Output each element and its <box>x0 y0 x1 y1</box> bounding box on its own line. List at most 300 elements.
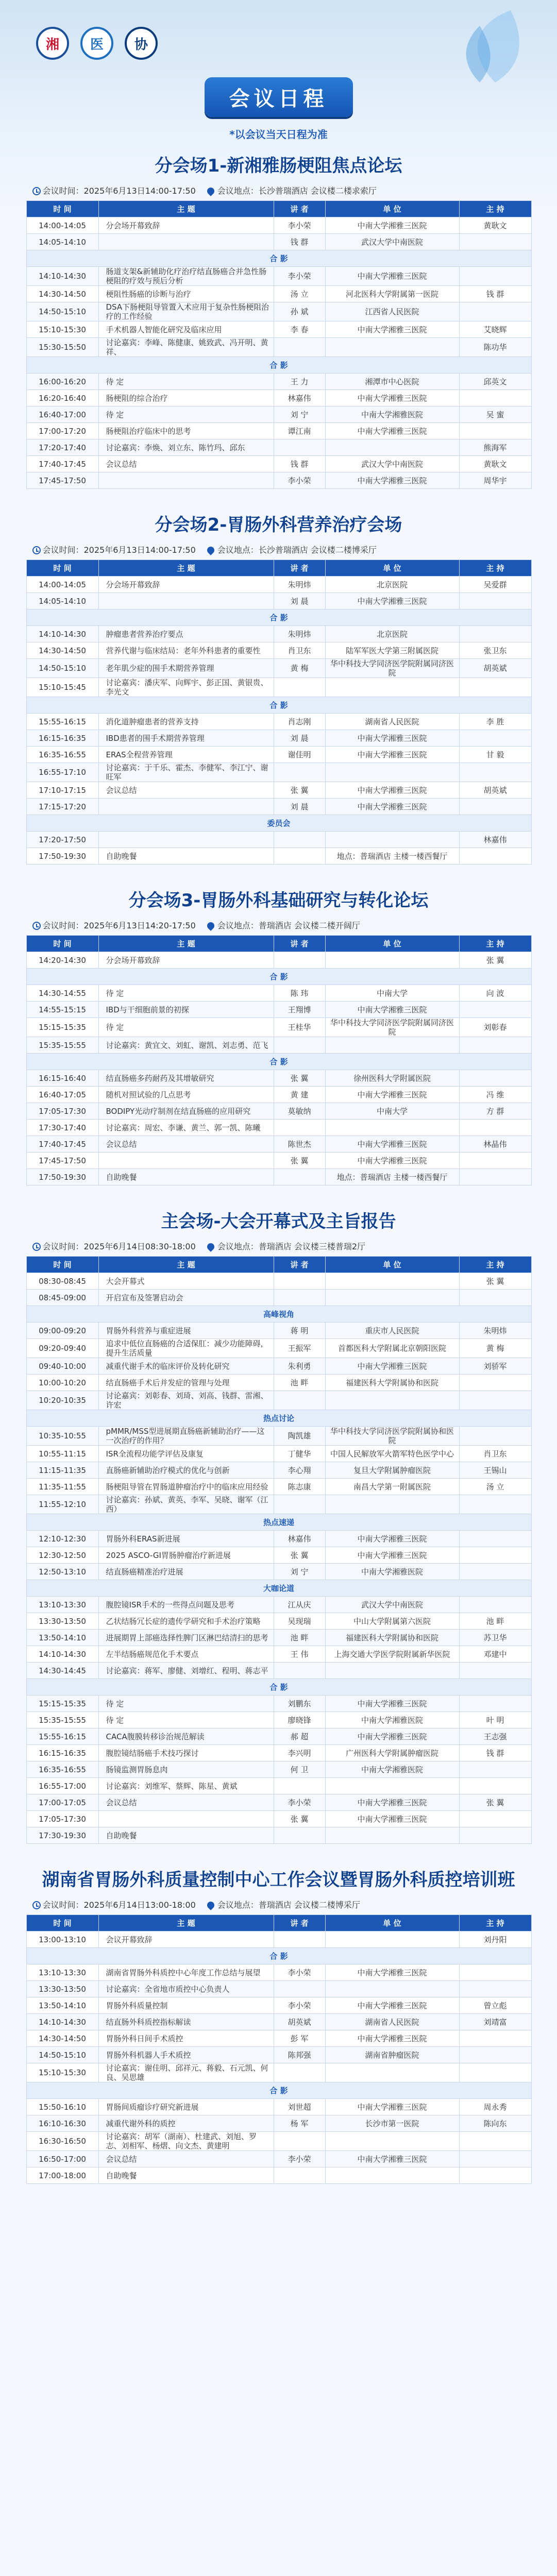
time-cell: 17:40-17:45 <box>26 1136 98 1153</box>
time-cell: 17:05-17:30 <box>26 1811 98 1827</box>
org-cell: 中南大学湘雅医院 <box>325 1761 459 1778</box>
moderator-cell: 钱 群 <box>459 286 531 302</box>
table-row <box>26 1679 531 1696</box>
table-row <box>26 217 531 234</box>
speaker-cell: 陶凯雄 <box>274 1427 325 1446</box>
column-header: 主 持 <box>459 201 531 217</box>
topic-cell: 待 定 <box>98 985 274 1002</box>
time-cell: 13:50-14:10 <box>26 1997 98 2014</box>
topic-cell: 待 定 <box>98 1712 274 1728</box>
speaker-cell: 黄 梅 <box>274 659 325 678</box>
session-place: 会议地点：普瑞酒店 会议楼三楼普瑞2厅 <box>207 1240 365 1252</box>
org-cell: 中南大学湘雅三医院 <box>325 1531 459 1547</box>
moderator-cell <box>459 1169 531 1185</box>
org-cell: 中南大学湘雅三医院 <box>325 1002 459 1018</box>
speaker-cell: 李小荣 <box>274 1997 325 2014</box>
speaker-cell: 刘世超 <box>274 2099 325 2115</box>
table-row <box>26 1002 531 1018</box>
topic-cell: 胃肠外科营养与重症进展 <box>98 1323 274 1339</box>
table-row <box>26 1323 531 1339</box>
session-info <box>26 184 531 200</box>
org-cell: 中南大学湘雅医院 <box>325 1712 459 1728</box>
schedule-table <box>26 1256 532 1844</box>
speaker-cell <box>274 1981 325 1997</box>
org-cell: 中南大学湘雅三医院 <box>325 267 459 286</box>
table-row <box>26 1153 531 1169</box>
moderator-cell <box>459 1547 531 1564</box>
session-title: 湖南省胃肠外科质量控制中心工作会议暨胃肠外科质控培训班 <box>42 1870 515 1890</box>
time-cell: 10:55-11:15 <box>26 1446 98 1462</box>
column-header: 单 位 <box>325 936 459 952</box>
topic-cell: 待 定 <box>98 406 274 423</box>
clock-icon <box>32 1243 41 1251</box>
org-cell: 中南大学湘雅三医院 <box>325 1964 459 1981</box>
org-cell: 中南大学湘雅三医院 <box>325 1358 459 1375</box>
org-cell: 中南大学湘雅三医院 <box>325 1153 459 1169</box>
table-row <box>26 1037 531 1054</box>
time-cell: 13:10-13:30 <box>26 1597 98 1613</box>
session-title: 主会场-大会开幕式及主旨报告 <box>161 1211 396 1232</box>
table-row <box>26 406 531 423</box>
column-header: 讲 者 <box>274 560 325 577</box>
time-cell: 13:30-13:50 <box>26 1613 98 1630</box>
time-cell: 08:30-08:45 <box>26 1273 98 1290</box>
table-row <box>26 1358 531 1375</box>
time-cell: 16:15-16:35 <box>26 730 98 747</box>
org-cell <box>325 1778 459 1794</box>
column-header: 时 间 <box>26 201 98 217</box>
table-row <box>26 1531 531 1547</box>
org-cell: 地点：普瑞酒店 主楼一楼西餐厅 <box>325 848 459 865</box>
speaker-cell: 肖志刚 <box>274 714 325 730</box>
table-row <box>26 714 531 730</box>
topic-cell: 腹腔镜结肠癌手术技巧探讨 <box>98 1745 274 1761</box>
speaker-cell: 王翔博 <box>274 1002 325 1018</box>
moderator-cell <box>459 1761 531 1778</box>
topic-cell: 会议总结 <box>98 782 274 799</box>
moderator-cell <box>459 1427 531 1446</box>
moderator-cell: 冯 维 <box>459 1087 531 1103</box>
session-section <box>26 155 531 489</box>
org-cell <box>325 952 459 969</box>
org-cell: 中南大学 <box>325 985 459 1002</box>
table-row <box>26 2132 531 2151</box>
time-cell: 16:20-16:40 <box>26 390 98 406</box>
time-cell: 17:00-17:05 <box>26 1794 98 1811</box>
topic-cell: 讨论嘉宾：潘庆军、向辉宇、彭正国、黄银贵、李光文 <box>98 678 274 697</box>
table-row <box>26 730 531 747</box>
time-cell: 16:30-16:50 <box>26 2132 98 2151</box>
speaker-cell: 李心翔 <box>274 1462 325 1479</box>
moderator-cell <box>459 423 531 439</box>
table-row <box>26 234 531 250</box>
topic-cell: 随机对照试验的几点思考 <box>98 1087 274 1103</box>
topic-cell: 讨论嘉宾：刘维军、蔡辉、陈星、黄斌 <box>98 1778 274 1794</box>
moderator-cell: 黄耿文 <box>459 456 531 472</box>
time-cell: 16:40-17:00 <box>26 406 98 423</box>
table-row <box>26 848 531 865</box>
moderator-cell: 刘骄军 <box>459 1358 531 1375</box>
moderator-cell: 方 群 <box>459 1103 531 1120</box>
time-cell: 10:00-10:20 <box>26 1375 98 1391</box>
location-pin-icon <box>206 1900 216 1910</box>
speaker-cell <box>274 1931 325 1948</box>
org-cell: 中南大学湘雅三医院 <box>325 1811 459 1827</box>
subsection-label: 合 影 <box>26 1054 531 1070</box>
session-place: 会议地点：长沙普瑞酒店 会议楼二楼博采厅 <box>207 544 377 555</box>
column-header: 主 题 <box>98 201 274 217</box>
moderator-cell <box>459 2151 531 2167</box>
org-cell: 中南大学湘雅三医院 <box>325 730 459 747</box>
moderator-cell: 王志强 <box>459 1728 531 1745</box>
moderator-cell: 胡英斌 <box>459 782 531 799</box>
topic-cell: 营养代谢与临床结局：老年外科患者的重要性 <box>98 642 274 659</box>
table-row <box>26 1391 531 1410</box>
table-row <box>26 1136 531 1153</box>
speaker-cell: 刘 晨 <box>274 593 325 609</box>
moderator-cell <box>459 1070 531 1087</box>
topic-cell: 讨论嘉宾：李峰、陈健康、姚致武、冯开明、黄祥、 <box>98 338 274 357</box>
topic-cell: 手术机器人智能化研究及临床应用 <box>98 321 274 338</box>
topic-cell: 会议总结 <box>98 1794 274 1811</box>
table-row <box>26 1514 531 1531</box>
moderator-cell: 周永秀 <box>459 2099 531 2115</box>
speaker-cell: 刘 宁 <box>274 1564 325 1580</box>
speaker-cell: 李小荣 <box>274 1964 325 1981</box>
time-cell: 14:10-14:30 <box>26 1646 98 1663</box>
moderator-cell <box>459 678 531 697</box>
org-cell: 中南大学湘雅医院 <box>325 406 459 423</box>
table-row <box>26 1120 531 1136</box>
subsection-label: 合 影 <box>26 1679 531 1696</box>
table-row <box>26 1712 531 1728</box>
clock-icon <box>32 1901 41 1909</box>
medical-logo: 医 <box>80 27 113 60</box>
moderator-cell: 刘丹阳 <box>459 1931 531 1948</box>
speaker-cell: 张 翼 <box>274 1811 325 1827</box>
moderator-cell: 林晶伟 <box>459 1136 531 1153</box>
table-row <box>26 267 531 286</box>
moderator-cell: 陈功华 <box>459 338 531 357</box>
org-cell: 上海交通大学医学院附属新华医院 <box>325 1646 459 1663</box>
subsection-label: 热点速递 <box>26 1514 531 1531</box>
moderator-cell <box>459 799 531 815</box>
org-cell: 中南大学湘雅三医院 <box>325 423 459 439</box>
org-cell: 重庆市人民医院 <box>325 1323 459 1339</box>
speaker-cell: 王振军 <box>274 1339 325 1358</box>
table-row <box>26 1696 531 1712</box>
topic-cell: ERAS全程营养管理 <box>98 747 274 763</box>
time-cell: 17:10-17:15 <box>26 782 98 799</box>
column-header: 时 间 <box>26 936 98 952</box>
org-cell: 中南大学湘雅三医院 <box>325 217 459 234</box>
topic-cell: 讨论嘉宾：黄宜文、刘虹、谢凯、刘志勇、范飞 <box>98 1037 274 1054</box>
location-pin-icon <box>206 545 216 555</box>
speaker-cell: 钱 群 <box>274 234 325 250</box>
org-cell: 地点：普瑞酒店 主楼一楼西餐厅 <box>325 1169 459 1185</box>
time-cell: 15:35-15:55 <box>26 1712 98 1728</box>
org-cell: 中南大学湘雅三医院 <box>325 2030 459 2047</box>
time-cell: 17:05-17:30 <box>26 1103 98 1120</box>
time-cell: 16:55-17:10 <box>26 763 98 782</box>
topic-cell: 老年肌少症的围手术期营养管理 <box>98 659 274 678</box>
moderator-cell: 李 胜 <box>459 714 531 730</box>
org-cell: 中南大学 <box>325 1103 459 1120</box>
topic-cell: 讨论嘉宾：蒋军、廖健、刘增红、程明、蒋志平 <box>98 1663 274 1679</box>
column-header: 主 题 <box>98 1915 274 1931</box>
speaker-cell <box>274 1120 325 1136</box>
org-cell: 中南大学湘雅三医院 <box>325 1728 459 1745</box>
moderator-cell: 甘 毅 <box>459 747 531 763</box>
topic-cell: 讨论嘉宾：胡军（湖南）、杜建武、刘旭、罗志、刘相军、杨熠、向文杰、黄建明 <box>98 2132 274 2151</box>
moderator-cell: 邓建中 <box>459 1646 531 1663</box>
moderator-cell <box>459 1827 531 1844</box>
moderator-cell <box>459 1290 531 1306</box>
moderator-cell <box>459 1375 531 1391</box>
table-row <box>26 969 531 985</box>
time-cell: 14:30-14:50 <box>26 286 98 302</box>
moderator-cell: 张 翼 <box>459 1273 531 1290</box>
table-row <box>26 390 531 406</box>
topic-cell: 讨论嘉宾：全省地市质控中心负责人 <box>98 1981 274 1997</box>
location-pin-icon <box>206 921 216 931</box>
topic-cell: 待 定 <box>98 1018 274 1037</box>
time-cell: 14:10-14:30 <box>26 626 98 642</box>
subsection-label: 合 影 <box>26 250 531 267</box>
moderator-cell <box>459 1564 531 1580</box>
session-time: 会议时间：2025年6月14日13:00-18:00 <box>32 1899 196 1910</box>
org-cell: 中南大学湘雅三医院 <box>325 2099 459 2115</box>
moderator-cell <box>459 2030 531 2047</box>
table-row <box>26 1827 531 1844</box>
moderator-cell <box>459 390 531 406</box>
time-cell: 15:10-15:45 <box>26 678 98 697</box>
clock-icon <box>32 922 41 930</box>
speaker-cell: 李小荣 <box>274 1794 325 1811</box>
speaker-cell: 钱 群 <box>274 456 325 472</box>
table-row <box>26 321 531 338</box>
moderator-cell <box>459 1531 531 1547</box>
org-cell <box>325 1391 459 1410</box>
time-cell: 17:00-18:00 <box>26 2167 98 2184</box>
column-header: 单 位 <box>325 201 459 217</box>
moderator-cell <box>459 1981 531 1997</box>
table-row <box>26 1070 531 1087</box>
table-row <box>26 593 531 609</box>
topic-cell <box>98 1153 274 1169</box>
speaker-cell: 王 力 <box>274 374 325 390</box>
topic-cell: 自助晚餐 <box>98 2167 274 2184</box>
speaker-cell <box>274 678 325 697</box>
speaker-cell: 朱利勇 <box>274 1358 325 1375</box>
moderator-cell <box>459 848 531 865</box>
speaker-cell: 林嘉伟 <box>274 390 325 406</box>
org-cell: 中南大学湘雅三医院 <box>325 390 459 406</box>
table-row <box>26 1273 531 1290</box>
page-title: 会议日程 <box>205 77 353 117</box>
column-header: 主 持 <box>459 1915 531 1931</box>
speaker-cell: 李小荣 <box>274 217 325 234</box>
table-row <box>26 577 531 593</box>
org-cell: 中南大学湘雅三医院 <box>325 593 459 609</box>
moderator-cell <box>459 730 531 747</box>
time-cell: 16:10-16:30 <box>26 2115 98 2132</box>
session-title: 分会场2-胃肠外科营养治疗会场 <box>155 515 402 535</box>
topic-cell <box>98 1811 274 1827</box>
table-row <box>26 1580 531 1597</box>
time-cell: 11:15-11:35 <box>26 1462 98 1479</box>
topic-cell: 减重代谢外科的质控 <box>98 2115 274 2132</box>
moderator-cell: 吴 蜜 <box>459 406 531 423</box>
speaker-cell: 陈世杰 <box>274 1136 325 1153</box>
time-cell: 10:20-10:35 <box>26 1391 98 1410</box>
moderator-cell: 向 波 <box>459 985 531 1002</box>
topic-cell: ISR全流程功能学评估及康复 <box>98 1446 274 1462</box>
topic-cell: 讨论嘉宾：于千乐、霍杰、李健军、李江宁、谢旺军 <box>98 763 274 782</box>
time-cell: 11:55-12:10 <box>26 1495 98 1514</box>
topic-cell: 肠镜监测胃肠息肉 <box>98 1761 274 1778</box>
org-cell <box>325 678 459 697</box>
subsection-label: 合 影 <box>26 969 531 985</box>
topic-cell: 分会场开幕致辞 <box>98 577 274 593</box>
moderator-cell: 熊海军 <box>459 439 531 456</box>
session-title: 分会场3-胃肠外科基础研究与转化论坛 <box>128 890 429 911</box>
speaker-cell: 张 翼 <box>274 1070 325 1087</box>
column-header: 单 位 <box>325 560 459 577</box>
topic-cell: IBD与干细胞前景的初探 <box>98 1002 274 1018</box>
time-cell: 15:15-15:35 <box>26 1696 98 1712</box>
table-row <box>26 357 531 374</box>
topic-cell: 讨论嘉宾：孙斌、黄英、李军、吴晓、谢军（江西） <box>98 1495 274 1514</box>
org-cell: 湖南省人民医院 <box>325 714 459 730</box>
time-cell: 14:50-15:10 <box>26 302 98 321</box>
subsection-label: 合 影 <box>26 609 531 626</box>
table-row <box>26 1375 531 1391</box>
speaker-cell <box>274 1037 325 1054</box>
table-row <box>26 678 531 697</box>
moderator-cell <box>459 2063 531 2082</box>
moderator-cell <box>459 593 531 609</box>
org-cell: 中南大学湘雅三医院 <box>325 2151 459 2167</box>
topic-cell: 2025 ASCO-GI胃肠肿瘤治疗新进展 <box>98 1547 274 1564</box>
time-cell: 15:15-15:35 <box>26 1018 98 1037</box>
time-cell: 17:15-17:20 <box>26 799 98 815</box>
time-cell: 12:30-12:50 <box>26 1547 98 1564</box>
table-row <box>26 659 531 678</box>
topic-cell: 肠梗阻的综合治疗 <box>98 390 274 406</box>
table-row <box>26 439 531 456</box>
time-cell: 14:10-14:30 <box>26 2014 98 2030</box>
table-row <box>26 1427 531 1446</box>
session-info <box>26 1899 531 1914</box>
topic-cell: 自助晚餐 <box>98 848 274 865</box>
org-cell: 北京医院 <box>325 626 459 642</box>
org-cell: 湖南省人民医院 <box>325 2014 459 2030</box>
schedule-table <box>26 1914 532 2184</box>
time-cell: 09:40-10:00 <box>26 1358 98 1375</box>
session-place: 会议地点：长沙普瑞酒店 会议楼二楼求索厅 <box>207 184 377 196</box>
time-cell: 14:20-14:30 <box>26 952 98 969</box>
time-cell: 13:50-14:10 <box>26 1630 98 1646</box>
time-cell: 16:55-17:00 <box>26 1778 98 1794</box>
speaker-cell: 刘 宁 <box>274 406 325 423</box>
table-row <box>26 1547 531 1564</box>
location-pin-icon <box>206 1242 216 1252</box>
time-cell: 11:35-11:55 <box>26 1479 98 1495</box>
session-section <box>26 889 531 1185</box>
time-cell: 16:35-16:55 <box>26 747 98 763</box>
speaker-cell: 刘鹏东 <box>274 1696 325 1712</box>
table-row <box>26 1339 531 1358</box>
speaker-cell: 林嘉伟 <box>274 1531 325 1547</box>
moderator-cell <box>459 763 531 782</box>
speaker-cell: 池 畔 <box>274 1375 325 1391</box>
org-cell: 华中科技大学同济医学院附属同济医院 <box>325 1018 459 1037</box>
time-cell: 17:45-17:50 <box>26 1153 98 1169</box>
org-cell: 首都医科大学附属北京朝阳医院 <box>325 1339 459 1358</box>
moderator-cell <box>459 2132 531 2151</box>
column-header: 主 题 <box>98 560 274 577</box>
clock-icon <box>32 546 41 554</box>
time-cell: 17:20-17:50 <box>26 832 98 848</box>
org-cell <box>325 2167 459 2184</box>
session-info <box>26 544 531 560</box>
topic-cell: 讨论嘉宾：刘彰春、刘琦、刘高、钱群、雷湘、许宏 <box>98 1391 274 1410</box>
moderator-cell: 林嘉伟 <box>459 832 531 848</box>
topic-cell: pMMR/MSS型进展期直肠癌新辅助治疗——这一次治疗的作用？ <box>98 1427 274 1446</box>
topic-cell: 肠道支架&新辅助化疗治疗结直肠癌合并急性肠梗阻的疗效与预后分析 <box>98 267 274 286</box>
speaker-cell <box>274 2167 325 2184</box>
topic-cell: 会议总结 <box>98 456 274 472</box>
table-row <box>26 2030 531 2047</box>
org-cell: 华中科技大学同济医学院附属协和医院 <box>325 1427 459 1446</box>
time-cell: 09:20-09:40 <box>26 1339 98 1358</box>
speaker-cell <box>274 1827 325 1844</box>
topic-cell: CACA腹膜转移诊治规范解读 <box>98 1728 274 1745</box>
moderator-cell: 肖卫东 <box>459 1446 531 1462</box>
column-header: 单 位 <box>325 1257 459 1273</box>
org-cell <box>325 1120 459 1136</box>
topic-cell: 自助晚餐 <box>98 1827 274 1844</box>
org-cell: 广州医科大学附属肿瘤医院 <box>325 1745 459 1761</box>
table-row <box>26 2014 531 2030</box>
table-row <box>26 747 531 763</box>
time-cell: 14:00-14:05 <box>26 577 98 593</box>
table-row <box>26 642 531 659</box>
topic-cell: 胃肠外科质量控制 <box>98 1997 274 2014</box>
topic-cell: 会议开幕致辞 <box>98 1931 274 1948</box>
speaker-cell: 肖卫东 <box>274 642 325 659</box>
time-cell: 16:35-16:55 <box>26 1761 98 1778</box>
time-cell: 16:50-17:00 <box>26 2151 98 2167</box>
time-cell: 14:30-14:45 <box>26 1663 98 1679</box>
moderator-cell <box>459 1663 531 1679</box>
time-cell: 17:20-17:40 <box>26 439 98 456</box>
schedule-note: *以会议当天日程为准 <box>229 128 328 141</box>
topic-cell: DSA下肠梗阻导管置入术应用于复杂性肠梗阻治疗的工作经验 <box>98 302 274 321</box>
table-row <box>26 1997 531 2014</box>
table-row <box>26 1087 531 1103</box>
subsection-label: 合 影 <box>26 2082 531 2099</box>
column-header: 主 持 <box>459 936 531 952</box>
moderator-cell: 艾晓辉 <box>459 321 531 338</box>
speaker-cell <box>274 1391 325 1410</box>
time-cell: 17:40-17:45 <box>26 456 98 472</box>
topic-cell: 结直肠癌多药耐药及其增敏研究 <box>98 1070 274 1087</box>
subsection-label: 热点讨论 <box>26 1410 531 1427</box>
schedule-table <box>26 935 532 1185</box>
session-time: 会议时间：2025年6月13日14:20-17:50 <box>32 919 196 931</box>
